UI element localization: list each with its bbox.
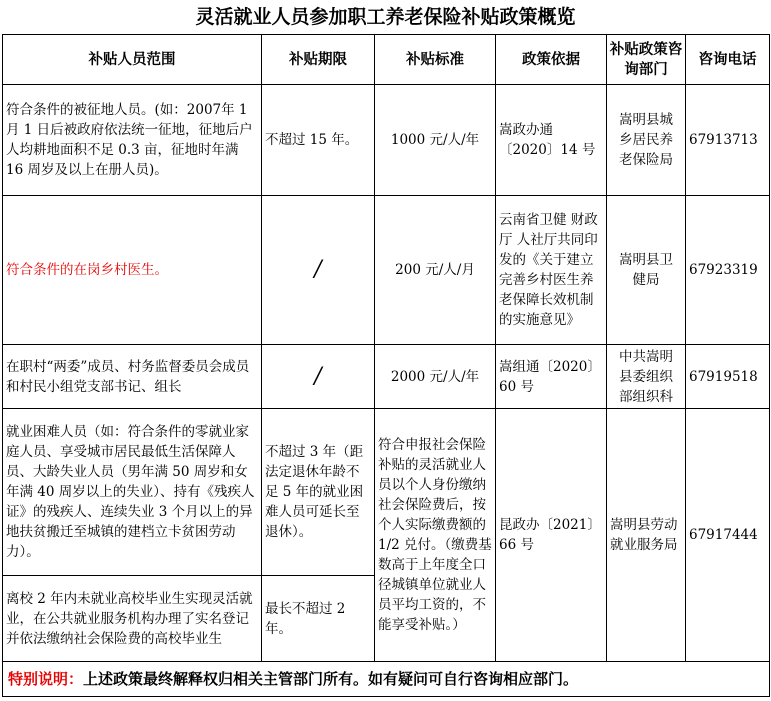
footer-row — [3, 662, 770, 697]
table-row — [3, 85, 770, 196]
table-row — [3, 409, 770, 576]
period-cell: 不超过 3 年（距法定退休年龄不足 5 年的就业困难人员可延长至退休）。 — [262, 409, 375, 576]
basis-cell: 云南省卫健 财政厅 人社厅共同印发的《关于建立完善乡村医生养老保障长效机制的实施意见》 — [496, 196, 607, 345]
dept-cell: 嵩明县卫健局 — [607, 196, 686, 345]
header-row — [3, 35, 770, 85]
phone-cell: 67923319 — [686, 196, 770, 345]
phone-cell: 67919518 — [686, 345, 770, 409]
scope-cell: 符合条件的在岗乡村医生。 — [3, 196, 262, 345]
scope-cell: 离校 2 年内未就业高校毕业生实现灵活就业，在公共就业服务机构办理了实名登记并依法缴纳社会保险费的高校毕业生 — [3, 576, 262, 662]
standard-cell: 200 元/人/月 — [375, 196, 496, 345]
dept-cell: 嵩明县劳动就业服务局 — [607, 409, 686, 662]
header-scope: 补贴人员范围 — [3, 35, 262, 85]
basis-cell: 昆政办〔2021〕66 号 — [496, 409, 607, 662]
scope-cell: 符合条件的被征地人员。(如：2007年 1 月 1 日后被政府依法统一征地，征地后户人均耕地面积不足 0.3 亩，征地时年满 16 周岁及以上在册人员)。 — [3, 85, 262, 196]
phone-cell: 67913713 — [686, 85, 770, 196]
footer-label: 特别说明： — [8, 670, 84, 688]
basis-cell: 嵩组通〔2020〕60 号 — [496, 345, 607, 409]
standard-cell: 符合申报社会保险补贴的灵活就业人员以个人身份缴纳社会保险费后，按个人实际缴费额的 1/2 兑付。（缴费基数高于上年度全口径城镇单位就业人员平均工资的，不能享受补贴。） — [375, 409, 496, 662]
dept-cell: 中共嵩明县委组织部组织科 — [607, 345, 686, 409]
footer-note — [3, 662, 770, 697]
scope-cell: 在职村“两委”成员、村务监督委员会成员和村民小组党支部书记、组长 — [3, 345, 262, 409]
header-period: 补贴期限 — [262, 35, 375, 85]
period-cell: 最长不超过 2 年。 — [262, 576, 375, 662]
period-cell: / — [262, 196, 375, 345]
header-phone: 咨询电话 — [686, 35, 770, 85]
footer-text: 上述政策最终解释权归相关主管部门所有。如有疑问可自行咨询相应部门。 — [83, 670, 579, 688]
header-basis: 政策依据 — [496, 35, 607, 85]
header-standard: 补贴标准 — [375, 35, 496, 85]
phone-cell: 67917444 — [686, 409, 770, 662]
table-row — [3, 345, 770, 409]
page-title: 灵活就业人员参加职工养老保险补贴政策概览 — [195, 6, 576, 28]
basis-cell: 嵩政办通〔2020〕14 号 — [496, 85, 607, 196]
table-row — [3, 196, 770, 345]
period-cell: / — [262, 345, 375, 409]
standard-cell: 1000 元/人/年 — [375, 85, 496, 196]
policy-table — [2, 34, 770, 697]
standard-cell: 2000 元/人/年 — [375, 345, 496, 409]
scope-cell: 就业困难人员（如：符合条件的零就业家庭人员、享受城市居民最低生活保障人员、大龄失业人员（男年满 50 周岁和女年满 40 周岁以上的失业）、持有《残疾人证》的残疾人、连续失业 3 个月以上的异地扶贫搬迁至城镇的建档立卡贫困劳动力）。 — [3, 409, 262, 576]
header-dept: 补贴政策咨询部门 — [607, 35, 686, 85]
period-cell: 不超过 15 年。 — [262, 85, 375, 196]
dept-cell: 嵩明县城乡居民养老保险局 — [607, 85, 686, 196]
